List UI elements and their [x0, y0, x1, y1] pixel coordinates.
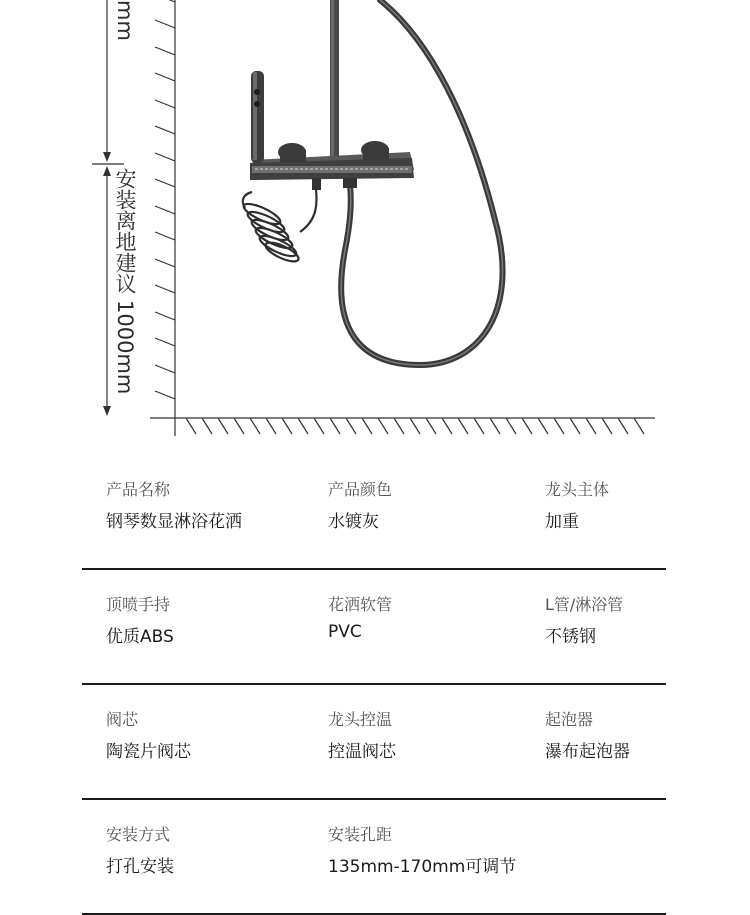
- spec-value: 打孔安装: [106, 857, 174, 877]
- shower-hose: [341, 0, 502, 365]
- dimension-text-top: mm: [113, 0, 137, 41]
- dimension-text-number: 1000mm: [113, 300, 137, 395]
- spec-label: 龙头控温: [328, 710, 393, 729]
- spec-label: 起泡器: [545, 710, 594, 729]
- dimension-text-main: 安装离地建议: [113, 168, 137, 294]
- spec-value: PVC: [328, 622, 362, 642]
- spec-value: 控温阀芯: [328, 742, 396, 762]
- spec-label: 安装方式: [106, 825, 171, 844]
- spec-label: 阀芯: [106, 710, 139, 729]
- spec-label: 产品名称: [106, 480, 171, 499]
- spec-label: 龙头主体: [545, 480, 610, 499]
- spec-value: 水镀灰: [328, 512, 379, 532]
- spec-value: 加重: [545, 512, 579, 532]
- handheld-shower: [251, 71, 264, 163]
- wall-hatching: [155, 0, 175, 418]
- spec-table: [82, 455, 666, 915]
- spec-value: 优质ABS: [106, 627, 174, 647]
- spec-row: [82, 570, 666, 685]
- floor-hatching: [150, 418, 655, 436]
- spec-value: 不锈钢: [545, 627, 596, 647]
- spec-label: 顶喷手持: [106, 595, 171, 614]
- coiled-hose: [241, 190, 316, 265]
- shower-riser-pipe: [330, 0, 339, 162]
- spec-row: [82, 455, 666, 570]
- spec-label: 产品颜色: [328, 480, 393, 499]
- spec-value: 瀑布起泡器: [545, 742, 630, 762]
- spec-row: [82, 685, 666, 800]
- spec-value: 钢琴数显淋浴花洒: [106, 512, 242, 532]
- spec-value: 135mm-170mm可调节: [328, 857, 517, 877]
- spec-row: [82, 800, 666, 915]
- spec-value: 陶瓷片阀芯: [106, 742, 191, 762]
- spec-label: 花洒软管: [328, 595, 393, 614]
- spec-label: L管/淋浴管: [545, 595, 624, 614]
- spec-label: 安装孔距: [328, 825, 393, 844]
